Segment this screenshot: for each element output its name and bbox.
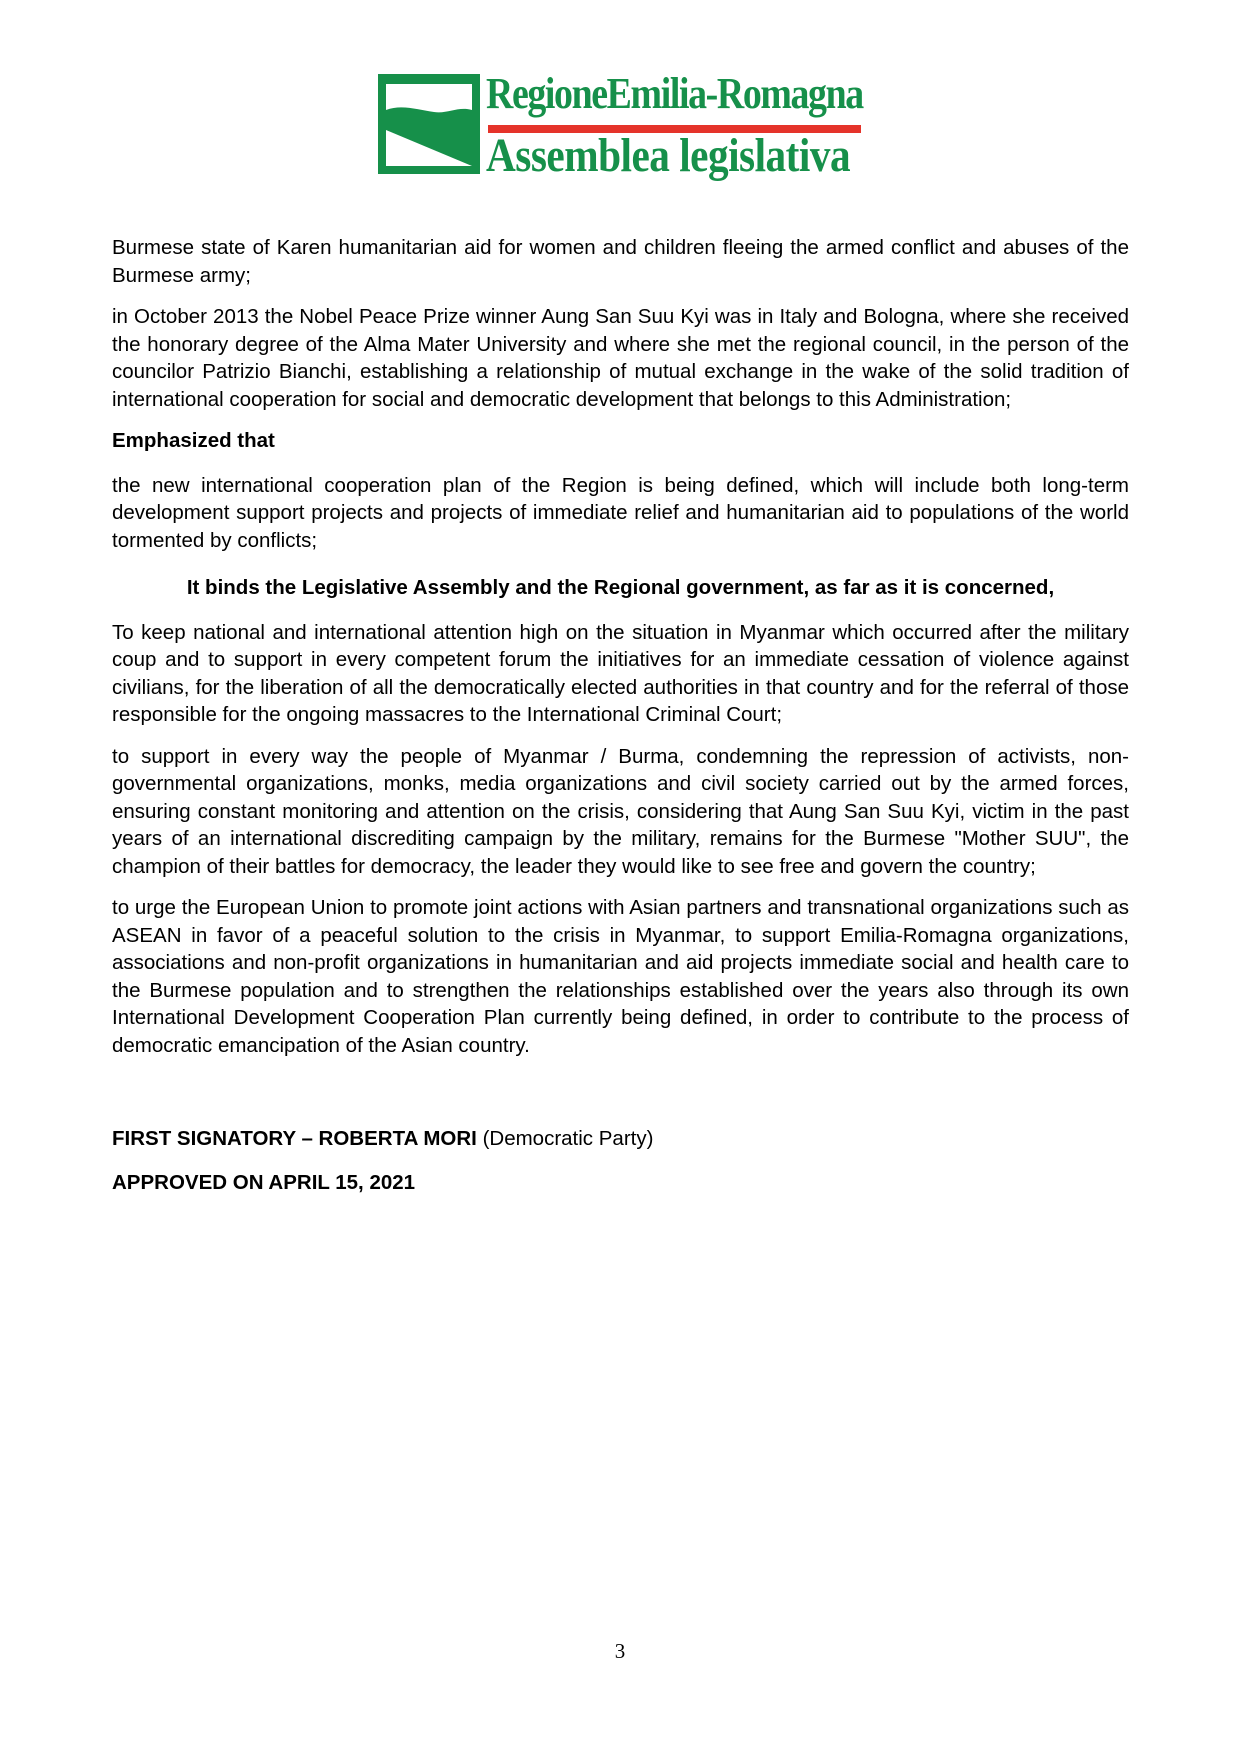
paragraph-support-people: to support in every way the people of Myanmar / Burma, condemning the repression of activists, non-governmental organizations, monks, media organizations and civil society carried out by the armed forces, ensuring constant monitoring and attention on the crisis, considering that Aung San Suu Kyi, victim in the past years of an international discrediting campaign by the military, remains for the Burmese "Mother SUU", the champion of their battles for democracy, the leader they would like to see free and govern the country; [112, 744, 1129, 878]
regione-emilia-romagna-logo [378, 69, 863, 186]
paragraph-urge-eu: to urge the European Union to promote joint actions with Asian partners and transnational organizations such as ASEAN in favor of a peaceful solution to the crisis in Myanmar, to support Emilia-Romagna organizations, associations and non-profit organizations in humanitarian and aid projects immediate social and health care to the Burmese population and to strengthen the relationships established over the years also through its own International Development Cooperation Plan currently being defined, in order to contribute to the process of democratic emancipation of the Asian country. [112, 896, 1129, 1057]
approval-date: APPROVED ON APRIL 15, 2021 [112, 1170, 416, 1194]
signatory-party: (Democratic Party) [482, 1127, 654, 1150]
logo-title: RegioneEmilia-Romagna [486, 69, 863, 118]
heading-emphasized-that: Emphasized that [112, 429, 275, 452]
document-body [112, 234, 1129, 1212]
heading-binds-assembly: It binds the Legislative Assembly and the Regional government, as far as it is concerned, [186, 576, 1055, 599]
logo-subtitle: Assemblea legislativa [486, 129, 851, 182]
paragraph-international-attention: To keep national and international attention high on the situation in Myanmar which occurred after the military coup and to support in every competent forum the initiatives for an immediate cessation of violence against civilians, for the liberation of all the democratically elected authorities in that country and for the referral of those responsible for the ongoing massacres to the International Criminal Court; [112, 620, 1129, 726]
page-number: 3 [614, 1639, 626, 1663]
paragraph-karen-aid: Burmese state of Karen humanitarian aid for women and children fleeing the armed conflict and abuses of the Burmese army; [112, 236, 1129, 287]
paragraph-aung-san-suu-kyi-visit: in October 2013 the Nobel Peace Prize winner Aung San Suu Kyi was in Italy and Bologna, where she received the honorary degree of the Alma Mater University and where she met the regional council, in the person of the councilor Patrizio Bianchi, establishing a relationship of mutual exchange in the wake of the solid tradition of international cooperation for social and democratic development that belongs to this Administration; [112, 305, 1129, 411]
first-signatory [112, 1125, 1129, 1153]
signatory-name: FIRST SIGNATORY – ROBERTA MORI [112, 1127, 477, 1150]
paragraph-cooperation-plan: the new international cooperation plan of the Region is being defined, which will include both long-term development support projects and projects of immediate relief and humanitarian aid to populations of the world tormented by conflicts; [112, 473, 1129, 552]
spacer [112, 1073, 1129, 1125]
region-emblem-icon [378, 74, 480, 174]
